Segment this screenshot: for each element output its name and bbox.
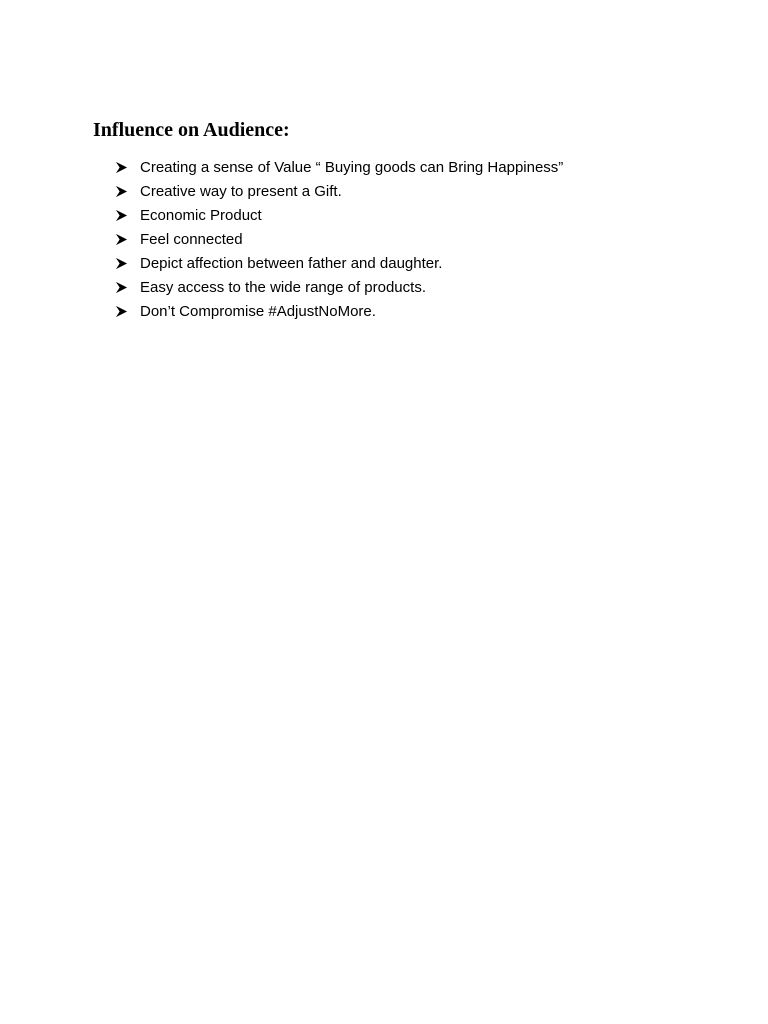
list-item-text: Don’t Compromise #AdjustNoMore. (140, 302, 376, 320)
list-item-text: Easy access to the wide range of products. (140, 278, 426, 296)
list-item-text: Depict affection between father and daughter. (140, 254, 443, 272)
list-item (115, 275, 563, 299)
arrowhead-bullet-icon (115, 233, 140, 246)
arrowhead-bullet-icon (115, 161, 140, 174)
list-item (115, 227, 563, 251)
arrowhead-bullet-icon (115, 209, 140, 222)
bullet-list (115, 155, 563, 323)
list-item (115, 299, 563, 323)
list-item (115, 251, 563, 275)
list-item-text: Creative way to present a Gift. (140, 182, 342, 200)
list-item (115, 203, 563, 227)
arrowhead-bullet-icon (115, 281, 140, 294)
list-item (115, 179, 563, 203)
list-item-text: Feel connected (140, 230, 243, 248)
list-item-text: Creating a sense of Value “ Buying goods can Bring Happiness” (140, 158, 564, 176)
arrowhead-bullet-icon (115, 185, 140, 198)
section-heading: Influence on Audience: (93, 119, 290, 141)
arrowhead-bullet-icon (115, 305, 140, 318)
arrowhead-bullet-icon (115, 257, 140, 270)
list-item-text: Economic Product (140, 206, 262, 224)
list-item (115, 155, 563, 179)
